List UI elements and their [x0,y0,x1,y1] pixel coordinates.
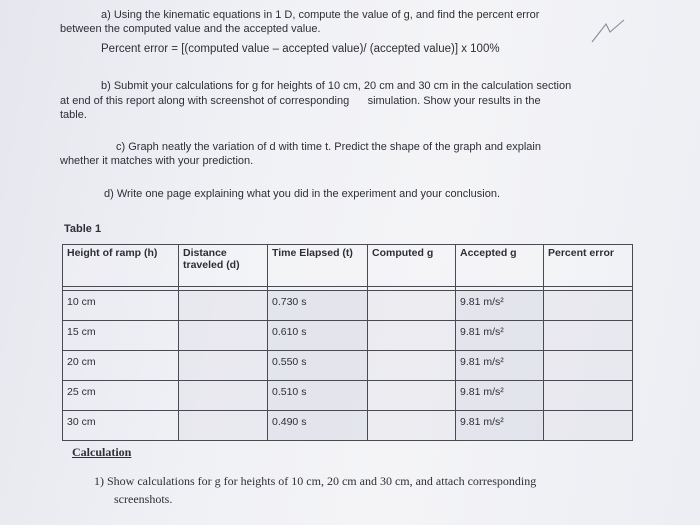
error-cell[interactable] [544,321,633,351]
computed-cell[interactable] [368,411,456,441]
distance-cell[interactable] [179,381,268,411]
table-row [63,321,633,351]
header-time: Time Elapsed (t) [268,245,368,287]
calculation-item-1-line-1: 1) Show calculations for g for heights of 10 cm, 20 cm and 30 cm, and attach corresponding [94,474,537,488]
computed-cell[interactable] [368,321,456,351]
percent-error-formula: Percent error = [(computed value – accepted value)/ (accepted value)] x 100% [101,43,500,55]
time-cell: 0.610 s [268,321,368,351]
time-cell: 0.550 s [268,351,368,381]
height-cell: 30 cm [63,411,179,441]
part-a-line-2: between the computed value and the accepted value. [60,23,321,35]
distance-cell[interactable] [179,411,268,441]
computed-cell[interactable] [368,381,456,411]
error-cell[interactable] [544,381,633,411]
table-row [63,291,633,321]
accepted-cell: 9.81 m/s² [456,381,544,411]
header-computed: Computed g [368,245,456,287]
error-cell[interactable] [544,291,633,321]
accepted-cell: 9.81 m/s² [456,321,544,351]
distance-cell[interactable] [179,351,268,381]
header-distance: Distance traveled (d) [179,245,268,287]
time-cell: 0.490 s [268,411,368,441]
results-table-container [62,244,632,441]
part-b-line-3: table. [60,109,87,121]
part-a-line-1: a) Using the kinematic equations in 1 D, compute the value of g, and find the percent error [101,9,540,21]
pen-scribble [588,18,628,48]
table-row [63,381,633,411]
part-b-line-1: b) Submit your calculations for g for heights of 10 cm, 20 cm and 30 cm in the calculation section [101,80,572,92]
table-row [63,351,633,381]
calculation-heading: Calculation [72,445,132,459]
header-accepted: Accepted g [456,245,544,287]
computed-cell[interactable] [368,351,456,381]
table-row [63,411,633,441]
header-error: Percent error [544,245,633,287]
accepted-cell: 9.81 m/s² [456,411,544,441]
table-caption: Table 1 [64,223,102,235]
accepted-cell: 9.81 m/s² [456,291,544,321]
height-cell: 20 cm [63,351,179,381]
distance-cell[interactable] [179,321,268,351]
time-cell: 0.510 s [268,381,368,411]
accepted-cell: 9.81 m/s² [456,351,544,381]
part-d-line-1: d) Write one page explaining what you did in the experiment and your conclusion. [104,188,501,200]
height-cell: 15 cm [63,321,179,351]
table-header-row [63,245,633,287]
header-height: Height of ramp (h) [63,245,179,287]
part-c-line-1: c) Graph neatly the variation of d with time t. Predict the shape of the graph and explain [116,141,541,153]
height-cell: 10 cm [63,291,179,321]
distance-cell[interactable] [179,291,268,321]
calculation-item-1-line-2: screenshots. [114,492,173,506]
results-table [62,244,633,441]
part-b-line-2: at end of this report along with screenshot of corresponding simulation. Show your results in the [60,95,541,107]
height-cell: 25 cm [63,381,179,411]
time-cell: 0.730 s [268,291,368,321]
error-cell[interactable] [544,411,633,441]
computed-cell[interactable] [368,291,456,321]
part-c-line-2: whether it matches with your prediction. [60,155,254,167]
error-cell[interactable] [544,351,633,381]
